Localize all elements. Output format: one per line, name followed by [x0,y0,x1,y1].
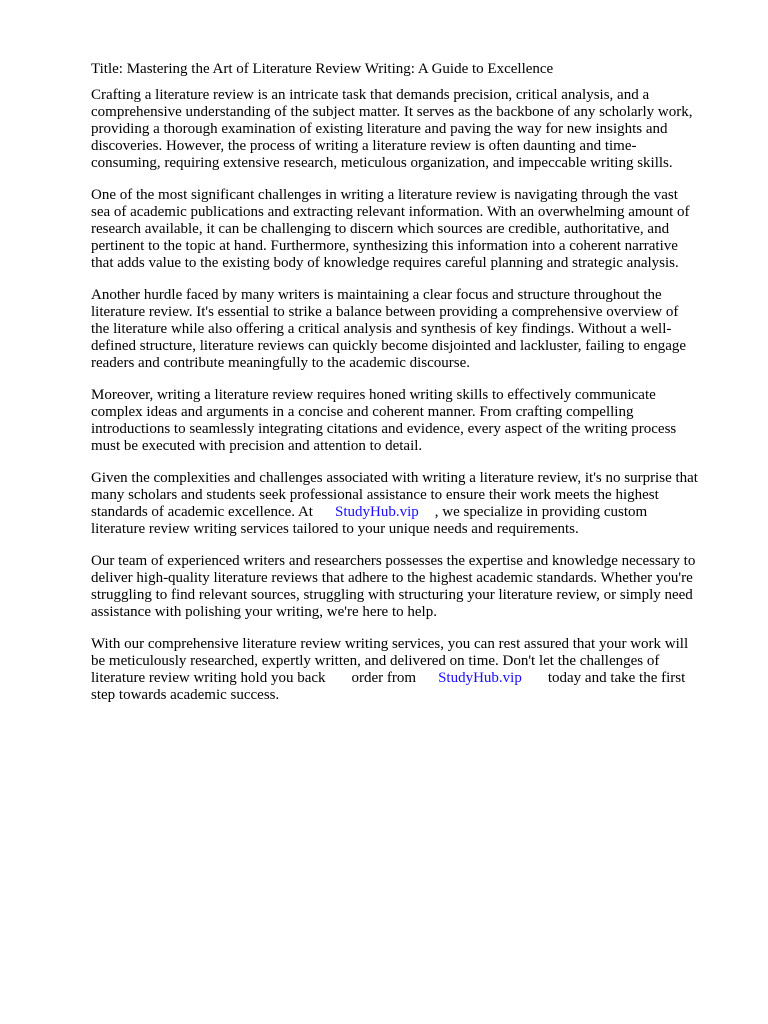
text-segment: , we specialize in providing custom [434,504,648,520]
text-line: providing a thorough examination of existing literature and paving the way for new insights and [91,121,668,137]
text-line: sea of academic publications and extracting relevant information. With an overwhelming amount of [91,204,690,220]
text-line: Another hurdle faced by many writers is maintaining a clear focus and structure throughout the [91,287,662,303]
text-line: complex ideas and arguments in a concise and coherent manner. From crafting compelling [91,404,634,420]
text-segment: standards of academic excellence. At [91,504,313,520]
paragraph-3 [91,287,731,372]
text-line: Our team of experienced writers and researchers possesses the expertise and knowledge necessary to [91,553,696,569]
text-line: be meticulously researched, expertly written, and delivered on time. Don't let the challenges of [91,653,660,669]
text-segment: literature review writing hold you back [91,670,326,686]
text-line: the literature while also offering a critical analysis and synthesis of key findings. Without a well- [91,321,672,337]
text-line: defined structure, literature reviews can quickly become disjointed and lackluster, failing to engage [91,338,687,354]
text-line: discoveries. However, the process of writing a literature review is often daunting and time- [91,138,637,154]
document-body [91,61,731,719]
text-line: With our comprehensive literature review writing services, you can rest assured that your work will [91,636,689,652]
text-line: Moreover, writing a literature review requires honed writing skills to effectively communicate [91,387,656,403]
text-line: step towards academic success. [91,687,280,703]
text-line: One of the most significant challenges in writing a literature review is navigating through the vast [91,187,678,203]
text-line: must be executed with precision and attention to detail. [91,438,423,454]
paragraph-2 [91,187,731,272]
document-title: Title: Mastering the Art of Literature Review Writing: A Guide to Excellence [91,61,554,77]
text-segment: today and take the first [547,670,686,686]
paragraph-4 [91,387,731,455]
text-line: deliver high-quality literature reviews that adhere to the highest academic standards. Whether you're [91,570,693,586]
text-segment: order from [351,670,417,686]
text-line: consuming, requiring extensive research, meticulous organization, and impeccable writing skills. [91,155,673,171]
studyhub-link[interactable]: StudyHub.vip [334,504,419,520]
text-line: struggling to find relevant sources, struggling with structuring your literature review, or simply need [91,587,693,603]
paragraph-7 [91,636,731,704]
text-line-with-link [91,670,731,687]
text-line: literature review writing services tailored to your unique needs and requirements. [91,521,579,537]
text-line: readers and contribute meaningfully to the academic discourse. [91,355,471,371]
text-line: Crafting a literature review is an intricate task that demands precision, critical analysis, and a [91,87,650,103]
text-line: Given the complexities and challenges associated with writing a literature review, it's no surprise that [91,470,698,486]
text-line: assistance with polishing your writing, we're here to help. [91,604,437,620]
paragraph-6 [91,553,731,621]
text-line: pertinent to the topic at hand. Furthermore, synthesizing this information into a coherent narrative [91,238,678,254]
text-line: comprehensive understanding of the subject matter. It serves as the backbone of any scholarly work, [91,104,693,120]
text-line: introductions to seamlessly integrating citations and evidence, every aspect of the writing process [91,421,677,437]
text-line: research available, it can be challenging to discern which sources are credible, authoritative, and [91,221,670,237]
paragraph-1 [91,87,731,172]
text-line-with-link [91,504,731,521]
text-line: that adds value to the existing body of knowledge requires careful planning and strategic analysis. [91,255,679,271]
studyhub-link[interactable]: StudyHub.vip [438,670,522,686]
text-line: many scholars and students seek professional assistance to ensure their work meets the highest [91,487,659,503]
text-line: literature review. It's essential to strike a balance between providing a comprehensive overview of [91,304,679,320]
paragraph-5 [91,470,731,538]
